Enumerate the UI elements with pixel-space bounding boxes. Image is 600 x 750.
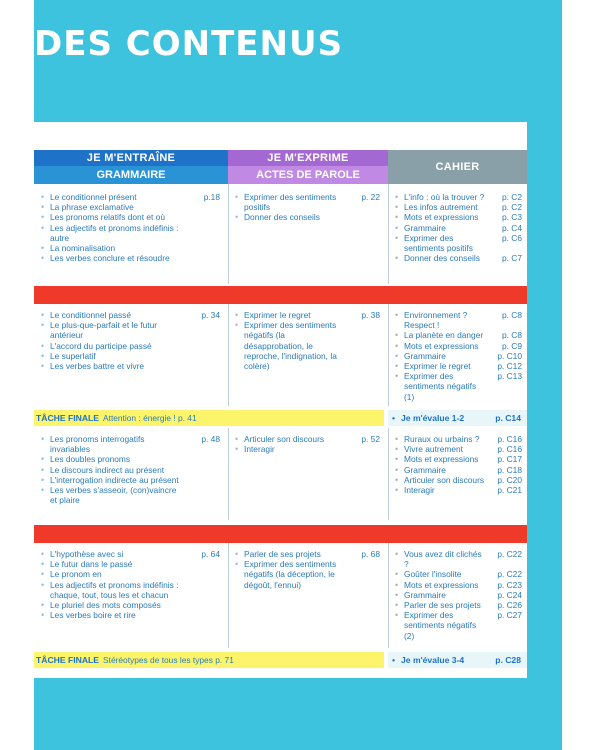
grammar-list — [40, 434, 220, 505]
column-divider — [388, 540, 389, 648]
column-divider — [228, 184, 229, 284]
list-item: • La phrase exclamative — [40, 202, 220, 212]
bullet-icon: • — [392, 413, 396, 423]
list-item: • La planète en danger p. C8 — [394, 330, 522, 340]
list-item: • Le conditionnel présent p.18 — [40, 192, 220, 202]
page-title: DES CONTENUS — [34, 24, 344, 64]
speech-list — [234, 549, 380, 590]
list-item: • Mots et expressions p. C17 — [394, 454, 522, 464]
list-item: • Exprimer le regret p. 38 — [234, 310, 380, 320]
list-item: • Parler de ses projets p. C26 — [394, 600, 522, 610]
list-item: • Environnement ? Respect ! p. C8 — [394, 310, 522, 330]
list-item: • Exprimer des sentiments négatifs (la désapprobation, le reproche, l'indignation, la colère) — [234, 320, 380, 371]
list-item: • Le pronom en — [40, 569, 220, 579]
contents-table — [34, 122, 527, 678]
grammar-list — [40, 310, 220, 371]
list-item: • Les pronoms interrogatifs invariables p. 48 — [40, 434, 220, 454]
list-item: • La nominalisation — [40, 243, 220, 253]
list-item: • Interagir p. C21 — [394, 485, 522, 495]
header-je-mentraine: JE M'ENTRAÎNE — [34, 150, 228, 166]
list-item: • Le futur dans le passé — [40, 559, 220, 569]
list-item: • Les verbes conclure et résoudre — [40, 253, 220, 263]
evaluation-bar — [388, 410, 527, 426]
list-item: • L'hypothèse avec si p. 64 — [40, 549, 220, 559]
column-divider — [228, 302, 229, 406]
list-item: • Exprimer des sentiments positifs p. C6 — [394, 233, 522, 253]
header-grammaire: GRAMMAIRE — [34, 166, 228, 184]
list-item: • Ruraux ou urbains ? p. C16 — [394, 434, 522, 444]
cahier-list — [394, 549, 522, 641]
list-item: • L'accord du participe passé — [40, 341, 220, 351]
list-item: • L'info : où la trouver ? p. C2 — [394, 192, 522, 202]
list-item: • Les doubles pronoms — [40, 454, 220, 464]
unit-band — [34, 525, 527, 543]
list-item: • Grammaire p. C18 — [394, 465, 522, 475]
list-item: • Le discours indirect au présent — [40, 465, 220, 475]
tache-finale-label: TÂCHE FINALE — [36, 413, 100, 423]
grammar-list — [40, 192, 220, 263]
evaluation-ref: p. C14 — [495, 413, 521, 423]
cahier-list — [394, 434, 522, 495]
tache-finale-bar — [34, 652, 384, 668]
list-item: • Les pronoms relatifs dont et où — [40, 212, 220, 222]
list-item: • Exprimer des sentiments négatifs (2) p. C27 — [394, 610, 522, 641]
column-divider — [388, 428, 389, 520]
evaluation-text: Je m'évalue 3-4 — [401, 655, 465, 665]
list-item: • Le pluriel des mots composés — [40, 600, 220, 610]
list-item: • Les verbes battre et vivre — [40, 361, 220, 371]
list-item: • Les verbes boire et rire — [40, 610, 220, 620]
list-item: • Les adjectifs et pronoms indéfinis : autre — [40, 223, 220, 243]
list-item: • Grammaire p. C4 — [394, 223, 522, 233]
list-item: • Le conditionnel passé p. 34 — [40, 310, 220, 320]
column-divider — [388, 184, 389, 284]
list-item: • Les verbes s'asseoir, (con)vaincre et plaire — [40, 485, 220, 505]
list-item: • Grammaire p. C10 — [394, 351, 522, 361]
cahier-list — [394, 310, 522, 402]
list-item: • Mots et expressions p. C3 — [394, 212, 522, 222]
list-item: • Exprimer des sentiments négatifs (1) p. C13 — [394, 371, 522, 402]
header-cahier: CAHIER — [388, 150, 527, 184]
header-actes-de-parole: ACTES DE PAROLE — [228, 166, 388, 184]
list-item: • Mots et expressions p. C23 — [394, 580, 522, 590]
list-item: • Exprimer des sentiments négatifs (la déception, le dégoût, l'ennui) — [234, 559, 380, 590]
speech-list — [234, 192, 380, 223]
list-item: • Exprimer des sentiments positifs p. 22 — [234, 192, 380, 212]
list-item: • Exprimer le regret p. C12 — [394, 361, 522, 371]
cahier-list — [394, 192, 522, 263]
tache-finale-text: Stéréotypes de tous les types p. 71 — [103, 655, 234, 665]
evaluation-bar — [388, 652, 527, 668]
list-item: • Vous avez dit clichés ? p. C22 — [394, 549, 522, 569]
list-item: • Le plus-que-parfait et le futur antérieur — [40, 320, 220, 340]
column-divider — [228, 428, 229, 520]
list-item: • Grammaire p. C24 — [394, 590, 522, 600]
unit-band — [34, 286, 527, 304]
bullet-icon: • — [392, 655, 396, 665]
list-item: • Donner des conseils p. C7 — [394, 253, 522, 263]
list-item: • Vivre autrement p. C16 — [394, 444, 522, 454]
header-je-mexprime: JE M'EXPRIME — [228, 150, 388, 166]
column-divider — [388, 302, 389, 406]
list-item: • Articuler son discours p. C20 — [394, 475, 522, 485]
list-item: • Articuler son discours p. 52 — [234, 434, 380, 444]
tache-finale-bar — [34, 410, 384, 426]
list-item: • Les infos autrement p. C2 — [394, 202, 522, 212]
list-item: • Le superlatif — [40, 351, 220, 361]
list-item: • Donner des conseils — [234, 212, 380, 222]
list-item: • Les adjectifs et pronoms indéfinis : chaque, tout, tous les et chacun — [40, 580, 220, 600]
speech-list — [234, 310, 380, 371]
list-item: • L'interrogation indirecte au présent — [40, 475, 220, 485]
tache-finale-text: Attention : énergie ! p. 41 — [103, 413, 197, 423]
speech-list — [234, 434, 380, 454]
list-item: • Interagir — [234, 444, 380, 454]
list-item: • Mots et expressions p. C9 — [394, 341, 522, 351]
grammar-list — [40, 549, 220, 620]
tache-finale-label: TÂCHE FINALE — [36, 655, 100, 665]
evaluation-text: Je m'évalue 1-2 — [401, 413, 465, 423]
list-item: • Goûter l'insolite p. C22 — [394, 569, 522, 579]
evaluation-ref: p. C28 — [495, 655, 521, 665]
column-divider — [228, 540, 229, 648]
list-item: • Parler de ses projets p. 68 — [234, 549, 380, 559]
